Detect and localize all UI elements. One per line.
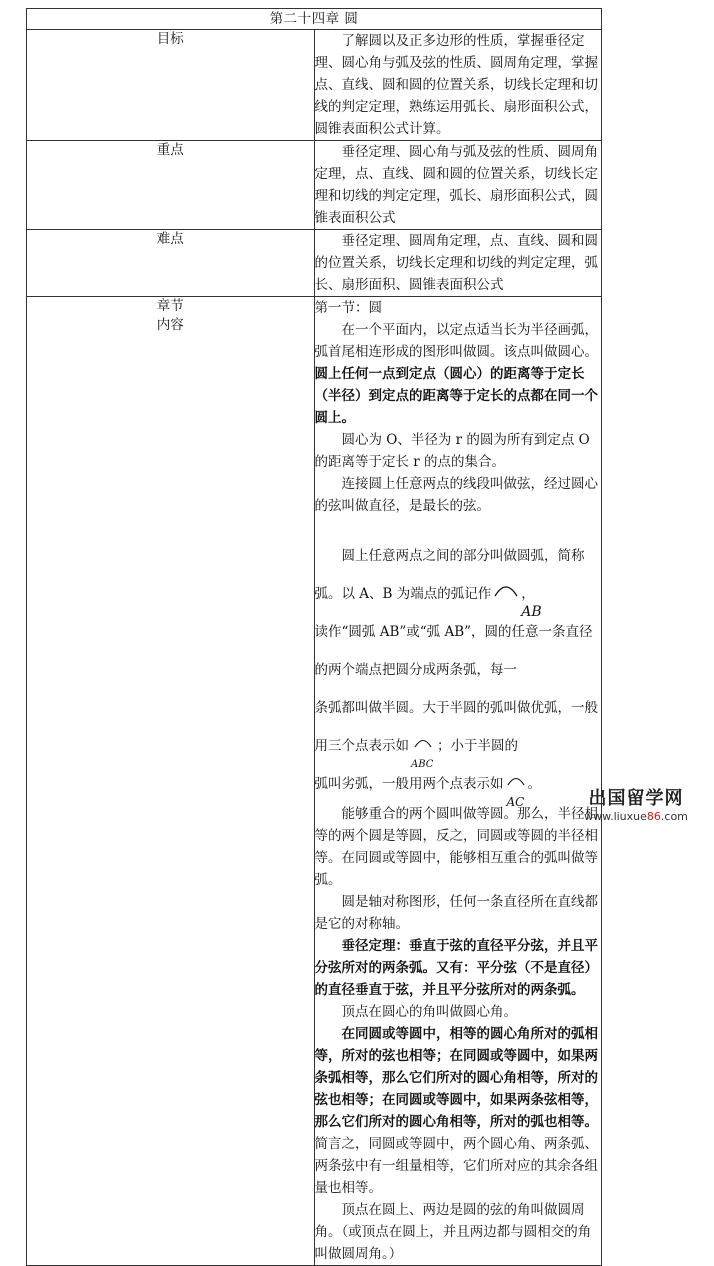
arc-ac-symbol: AC <box>504 772 528 798</box>
content-label <box>27 297 315 1266</box>
circle-set-definition: 圆心为 O、半径为 r 的圆为所有到定点 O 的距离等于定长 r 的点的集合。 <box>314 432 590 470</box>
minor-arc-definition: 弧叫劣弧，一般用两个点表示如 AC 。 <box>315 765 602 803</box>
circle-definition: 在一个平面内，以定点适当长为半径画弧，弧首尾相连形成的图形叫做圆。该点叫做圆心。圆上任何一点到定点（圆心）的距离等于定长（半径）到定点的距离等于定长的点都在同一个圆上。 <box>314 322 598 426</box>
content-body <box>314 297 602 1266</box>
content-label-line2: 内容 <box>156 317 184 333</box>
section-heading: 第一节：圆 <box>314 300 382 316</box>
inscribed-angle-definition: 顶点在圆上、两边是圆的弦的角叫做圆周角。（或顶点在圆上，并且两边都与圆相交的角叫做圆周角。） <box>314 1202 592 1262</box>
chord-definition: 连接圆上任意两点的线段叫做弦，经过圆心的弦叫做直径，是最长的弦。 <box>314 476 598 514</box>
perpendicular-diameter-theorem: 垂径定理：垂直于弦的直径平分弦，并且平分弦所对的两条弧。又有：平分弦（不是直径）的直径垂直于弦，并且平分弦所对的两条弧。 <box>314 938 598 998</box>
goal-text: 了解圆以及正多边形的性质，掌握垂径定理、圆心角与弧及弦的性质、圆周角定理，掌握点、直线、圆和圆的位置关系，切线长定理和切线的判定定理，熟练运用弧长、扇形面积公式，圆锥表面积公式计算。 <box>314 33 598 137</box>
key-text: 垂径定理、圆心角与弧及弦的性质、圆周角定理，点、直线、圆和圆的位置关系，切线长定理和切线的判定定理，弧长、扇形面积公式，圆锥表面积公式 <box>314 144 598 226</box>
arc-definition: 圆上任意两点之间的部分叫做圆弧，简称弧。以 A、B 为端点的弧记作 AB ， <box>314 548 585 620</box>
goal-row <box>27 30 602 141</box>
watermark-name: 出国留学网 <box>588 788 684 809</box>
circle-definition-bold: 圆上任何一点到定点（圆心）的距离等于定长（半径）到定点的距离等于定长的点都在同一个圆上。 <box>314 366 598 426</box>
watermark-url: www.liuxue86.com <box>584 810 688 823</box>
difficulty-row <box>27 230 602 297</box>
chapter-title: 第二十四章 圆 <box>27 9 602 30</box>
content-row <box>27 297 602 1266</box>
central-angle-definition: 顶点在圆心的角叫做圆心角。 <box>341 1004 517 1020</box>
difficulty-text: 垂径定理、圆周角定理，点、直线、圆和圆的位置关系，切线长定理和切线的判定定理，弧长、扇形面积、圆锥表面积公式 <box>314 233 598 293</box>
content-label-line1: 章节 <box>156 298 184 314</box>
difficulty-label: 难点 <box>27 230 315 297</box>
arc-abc-symbol: ABC <box>409 734 437 760</box>
goal-label: 目标 <box>27 30 315 141</box>
arc-reading: 读作“圆弧 AB”或“弧 AB”，圆的任意一条直径的两个端点把圆分成两条弧，每一 <box>314 624 593 678</box>
major-arc-definition: 条弧都叫做半圆。大于半圆的弧叫做优弧，一般用三个点表示如 ABC ；小于半圆的 <box>314 700 598 770</box>
equal-circles: 能够重合的两个圆叫做等圆。那么，半径相等的两个圆是等圆，反之，同圆或等圆的半径相等。在同圆或等圆中，能够相互重合的弧叫做等弧。 <box>314 806 598 888</box>
lesson-plan-table <box>26 8 602 1266</box>
axial-symmetry: 圆是轴对称图形，任何一条直径所在直线都是它的对称轴。 <box>314 894 598 932</box>
arc-ab-symbol: AB <box>491 580 521 610</box>
key-row <box>27 141 602 230</box>
key-label: 重点 <box>27 141 315 230</box>
central-angle-theorem: 在同圆或等圆中，相等的圆心角所对的弧相等，所对的弦也相等；在同圆或等圆中，如果两条弧相等，那么它们所对的圆心角相等，所对的弦也相等；在同圆或等圆中，如果两条弦相等，那么它们所对的圆心角相等，所对的弧也相等。简言之，同圆或等圆中，两个圆心角、两条弧、两条弦中有一组量相等，它们所对应的其余各组量也相等。 <box>314 1026 598 1196</box>
site-watermark <box>576 788 696 824</box>
